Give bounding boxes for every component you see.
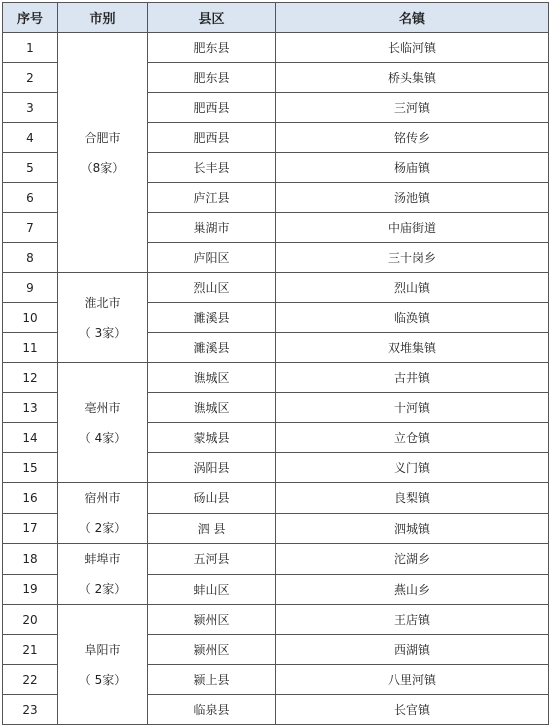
county-cell: 颍州区 (148, 635, 276, 665)
row-number: 1 (3, 33, 58, 63)
row-number: 16 (3, 483, 58, 514)
row-number: 21 (3, 635, 58, 665)
city-cell (58, 483, 148, 544)
city-cell (58, 544, 148, 605)
table-row (3, 605, 549, 635)
town-cell: 泗城镇 (276, 513, 549, 544)
header-row (3, 3, 549, 33)
row-number: 8 (3, 243, 58, 273)
town-cell: 西湖镇 (276, 635, 549, 665)
county-cell: 颍上县 (148, 665, 276, 695)
town-cell: 燕山乡 (276, 574, 549, 605)
table-body (3, 33, 549, 725)
city-cell (58, 605, 148, 725)
town-cell: 烈山镇 (276, 273, 549, 303)
county-cell: 临泉县 (148, 695, 276, 725)
city-cell (58, 33, 148, 273)
city-count: （ 2家） (78, 582, 127, 596)
town-cell: 桥头集镇 (276, 63, 549, 93)
town-cell: 铭传乡 (276, 123, 549, 153)
county-cell: 蚌山区 (148, 574, 276, 605)
town-cell: 杨庙镇 (276, 153, 549, 183)
city-count: （ 3家） (78, 325, 127, 340)
row-number: 10 (3, 303, 58, 333)
town-cell: 三十岗乡 (276, 243, 549, 273)
table-row (3, 363, 549, 393)
row-number: 2 (3, 63, 58, 93)
town-cell: 沱湖乡 (276, 544, 549, 575)
town-cell: 十河镇 (276, 393, 549, 423)
row-number: 22 (3, 665, 58, 695)
county-cell: 濉溪县 (148, 333, 276, 363)
table-row (3, 273, 549, 303)
town-cell: 三河镇 (276, 93, 549, 123)
row-number: 17 (3, 513, 58, 544)
row-number: 15 (3, 453, 58, 483)
towns-table (2, 2, 549, 725)
city-count: （ 5家） (78, 672, 127, 687)
table-row (3, 544, 549, 575)
county-cell: 巢湖市 (148, 213, 276, 243)
table-row (3, 483, 549, 514)
county-cell: 蒙城县 (148, 423, 276, 453)
county-cell: 长丰县 (148, 153, 276, 183)
city-name: 亳州市 (84, 400, 121, 415)
city-count: （ 4家） (78, 430, 127, 445)
row-number: 9 (3, 273, 58, 303)
city-cell (58, 273, 148, 363)
row-number: 13 (3, 393, 58, 423)
town-cell: 长临河镇 (276, 33, 549, 63)
county-cell: 肥东县 (148, 33, 276, 63)
county-cell: 肥西县 (148, 93, 276, 123)
town-cell: 汤池镇 (276, 183, 549, 213)
city-cell (58, 363, 148, 483)
header-town: 名镇 (276, 3, 549, 33)
row-number: 14 (3, 423, 58, 453)
city-name: 合肥市 (84, 130, 121, 145)
row-number: 23 (3, 695, 58, 725)
header-no: 序号 (3, 3, 58, 33)
row-number: 19 (3, 574, 58, 605)
county-cell: 肥西县 (148, 123, 276, 153)
header-county: 县区 (148, 3, 276, 33)
county-cell: 颍州区 (148, 605, 276, 635)
city-count: （ 2家） (78, 521, 127, 535)
table-row (3, 33, 549, 63)
town-cell: 长官镇 (276, 695, 549, 725)
row-number: 20 (3, 605, 58, 635)
county-cell: 谯城区 (148, 363, 276, 393)
county-cell: 谯城区 (148, 393, 276, 423)
town-cell: 中庙街道 (276, 213, 549, 243)
row-number: 6 (3, 183, 58, 213)
row-number: 4 (3, 123, 58, 153)
town-cell: 良梨镇 (276, 483, 549, 514)
county-cell: 肥东县 (148, 63, 276, 93)
town-cell: 义门镇 (276, 453, 549, 483)
row-number: 7 (3, 213, 58, 243)
county-cell: 泗 县 (148, 513, 276, 544)
town-cell: 双堆集镇 (276, 333, 549, 363)
city-count: （8家） (80, 160, 125, 175)
town-cell: 古井镇 (276, 363, 549, 393)
row-number: 5 (3, 153, 58, 183)
county-cell: 濉溪县 (148, 303, 276, 333)
city-name: 蚌埠市 (84, 552, 121, 566)
county-cell: 庐江县 (148, 183, 276, 213)
county-cell: 烈山区 (148, 273, 276, 303)
row-number: 12 (3, 363, 58, 393)
row-number: 11 (3, 333, 58, 363)
town-cell: 八里河镇 (276, 665, 549, 695)
town-cell: 立仓镇 (276, 423, 549, 453)
county-cell: 五河县 (148, 544, 276, 575)
county-cell: 庐阳区 (148, 243, 276, 273)
header-city: 市别 (58, 3, 148, 33)
row-number: 3 (3, 93, 58, 123)
city-name: 淮北市 (84, 295, 121, 310)
city-name: 阜阳市 (84, 642, 121, 657)
town-cell: 王店镇 (276, 605, 549, 635)
county-cell: 砀山县 (148, 483, 276, 514)
city-name: 宿州市 (84, 491, 121, 505)
county-cell: 涡阳县 (148, 453, 276, 483)
row-number: 18 (3, 544, 58, 575)
town-cell: 临涣镇 (276, 303, 549, 333)
